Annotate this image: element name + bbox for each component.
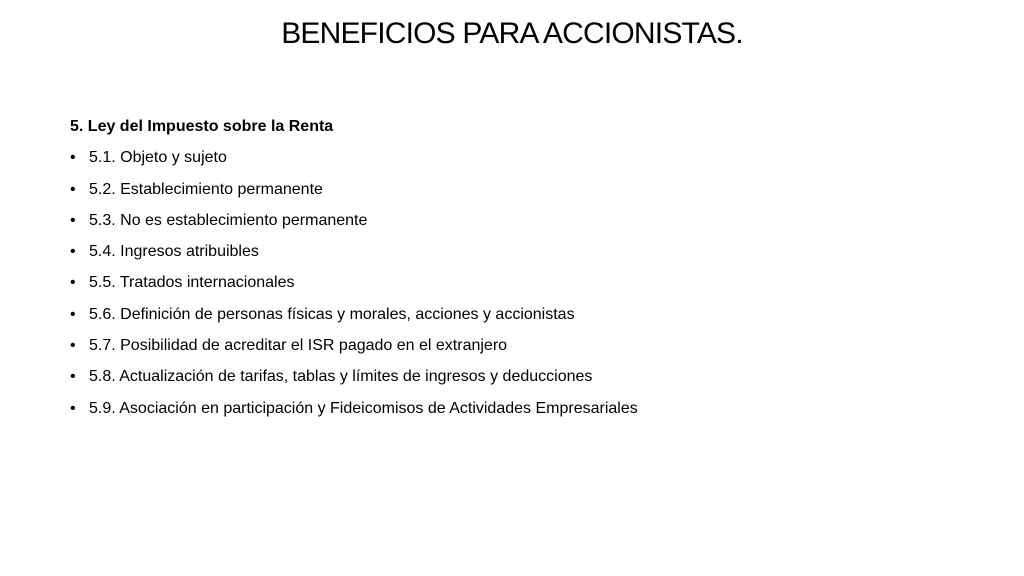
bullet-item bbox=[70, 303, 970, 327]
bullet-text: 5.5. Tratados internacionales bbox=[89, 274, 295, 292]
bullet-icon: • bbox=[70, 337, 76, 355]
bullet-icon: • bbox=[70, 274, 76, 292]
bullet-text: 5.2. Establecimiento permanente bbox=[89, 180, 323, 198]
bullet-item bbox=[70, 146, 970, 170]
bullet-item bbox=[70, 178, 970, 202]
section-heading: 5. Ley del Impuesto sobre la Renta bbox=[70, 118, 334, 135]
bullet-list bbox=[70, 146, 970, 420]
bullet-text: 5.7. Posibilidad de acreditar el ISR pagado en el extranjero bbox=[89, 337, 508, 355]
bullet-item bbox=[70, 271, 970, 295]
bullet-icon: • bbox=[70, 211, 76, 229]
bullet-icon: • bbox=[70, 180, 76, 198]
bullet-icon: • bbox=[70, 149, 76, 167]
bullet-item bbox=[70, 334, 970, 358]
bullet-item bbox=[70, 397, 970, 421]
bullet-text: 5.6. Definición de personas físicas y morales, acciones y accionistas bbox=[89, 305, 575, 323]
bullet-text: 5.4. Ingresos atribuibles bbox=[89, 243, 259, 261]
slide-content bbox=[70, 115, 970, 428]
bullet-text: 5.3. No es establecimiento permanente bbox=[89, 211, 368, 229]
bullet-icon: • bbox=[70, 243, 76, 261]
bullet-text: 5.9. Asociación en participación y Fideicomisos de Actividades Empresariales bbox=[89, 399, 638, 417]
bullet-text: 5.8. Actualización de tarifas, tablas y límites de ingresos y deducciones bbox=[89, 368, 593, 386]
bullet-icon: • bbox=[70, 399, 76, 417]
slide-title: BENEFICIOS PARA ACCIONISTAS. bbox=[281, 17, 743, 50]
bullet-item bbox=[70, 240, 970, 264]
bullet-icon: • bbox=[70, 305, 76, 323]
bullet-item bbox=[70, 209, 970, 233]
bullet-text: 5.1. Objeto y sujeto bbox=[89, 149, 227, 167]
bullet-icon: • bbox=[70, 368, 76, 386]
bullet-item bbox=[70, 365, 970, 389]
